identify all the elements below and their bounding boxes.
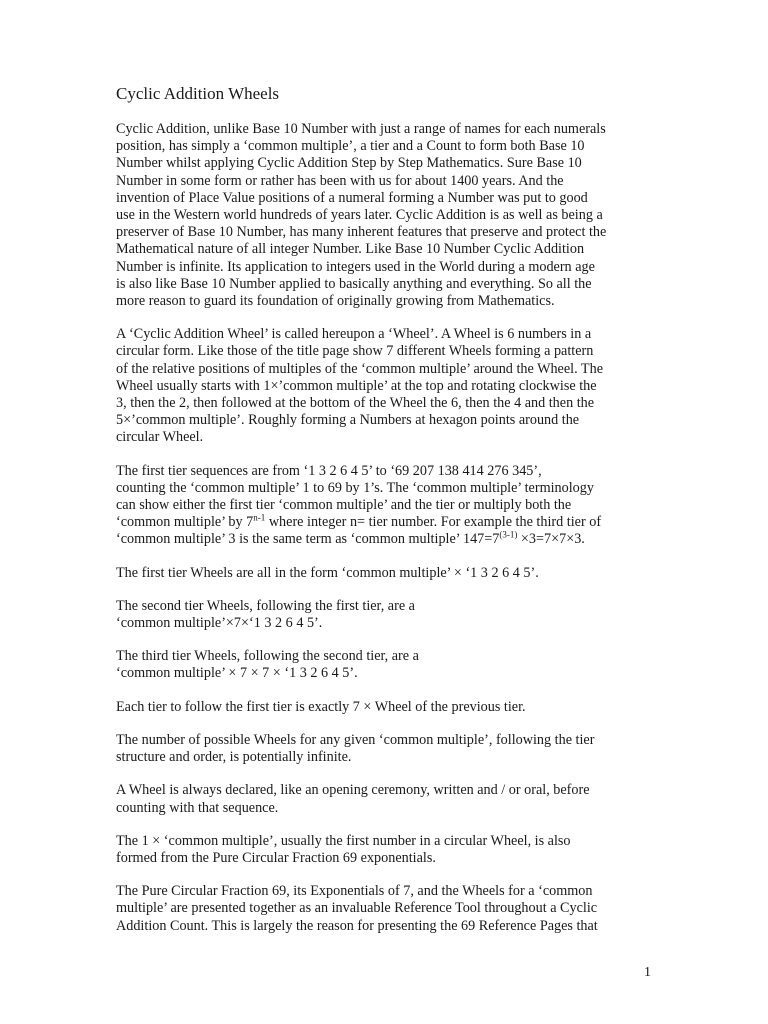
page-number: 1: [644, 965, 651, 980]
text-line: The second tier Wheels, following the first tier, are a: [116, 597, 415, 614]
page-title: Cyclic Addition Wheels: [116, 84, 280, 103]
text-line: The first tier sequences are from ‘1 3 2 6 4 5’ to ‘69 207 138 414 276 345’,: [116, 462, 542, 479]
paragraph-reference-tool: [116, 883, 656, 935]
text-line: The number of possible Wheels for any given ‘common multiple’, following the tier: [116, 731, 595, 748]
paragraph-wheel-declared: [116, 782, 656, 816]
text-line: 5×’common multiple’. Roughly forming a Numbers at hexagon points around the: [116, 412, 580, 429]
text-line: 3, then the 2, then followed at the bottom of the Wheel the 6, then the 4 and then the: [116, 395, 595, 412]
paragraph-wheel-definition: [116, 326, 656, 446]
text-line: structure and order, is potentially infinite.: [116, 749, 352, 766]
paragraph-first-tier-sequences: [116, 463, 656, 549]
text-line: multiple’ are presented together as an invaluable Reference Tool throughout a Cyclic: [116, 900, 598, 917]
text-line: The Pure Circular Fraction 69, its Exponentials of 7, and the Wheels for a ‘common: [116, 883, 593, 900]
text-line-with-exponent: [116, 514, 656, 531]
text-line: Addition Count. This is largely the reason for presenting the 69 Reference Pages that: [116, 917, 598, 934]
paragraph-possible-wheels: [116, 732, 656, 766]
text-line: position, has simply a ‘common multiple’, a tier and a Count to form both Base 10: [116, 138, 585, 155]
text-line: use in the Western world hundreds of years later. Cyclic Addition is as well as being a: [116, 207, 603, 224]
text-line: Number whilst applying Cyclic Addition Step by Step Mathematics. Sure Base 10: [116, 155, 582, 172]
text-line: A Wheel is always declared, like an opening ceremony, written and / or oral, before: [116, 782, 590, 799]
text-line: more reason to guard its foundation of originally growing from Mathematics.: [116, 293, 555, 310]
paragraph-common-multiple: [116, 833, 656, 867]
text-line: counting with that sequence.: [116, 799, 279, 816]
text-line: of the relative positions of multiples of the ‘common multiple’ around the Wheel. The: [116, 360, 603, 377]
text-line: Mathematical nature of all integer Number. Like Base 10 Number Cyclic Addition: [116, 241, 585, 258]
text-line: Number is infinite. Its application to integers used in the World during a modern age: [116, 258, 595, 275]
text-line: preserver of Base 10 Number, has many inherent features that preserve and protect the: [116, 224, 607, 241]
text-line: circular Wheel.: [116, 429, 204, 446]
paragraph-tier-rule: [116, 699, 656, 716]
text-line: Each tier to follow the first tier is exactly 7 × Wheel of the previous tier.: [116, 698, 526, 715]
text-segment: where integer n= tier number. For example the third tier of: [265, 514, 602, 531]
paragraph-first-tier-form: [116, 565, 656, 582]
text-line: A ‘Cyclic Addition Wheel’ is called hereupon a ‘Wheel’. A Wheel is 6 numbers in a: [116, 326, 592, 343]
text-line: invention of Place Value positions of a numeral forming a Number was put to good: [116, 189, 588, 206]
text-line: formed from the Pure Circular Fraction 69 exponentials.: [116, 849, 436, 866]
text-line: Number in some form or rather has been with us for about 1400 years. And the: [116, 172, 564, 189]
paragraph-third-tier: [116, 648, 656, 682]
text-segment: ‘common multiple’ 3 is the same term as ‘common multiple’ 147=7: [116, 531, 500, 548]
text-line: is also like Base 10 Number applied to basically anything and everything. So all the: [116, 275, 592, 292]
text-line: The 1 × ‘common multiple’, usually the first number in a circular Wheel, is also: [116, 832, 571, 849]
text-line: ‘common multiple’×7×‘1 3 2 6 4 5’.: [116, 615, 323, 632]
exponent: n-1: [253, 512, 266, 523]
text-line: The third tier Wheels, following the second tier, are a: [116, 648, 419, 665]
text-line: can show either the first tier ‘common multiple’ and the tier or multiply both the: [116, 497, 572, 514]
text-line-with-exponent: [116, 531, 656, 548]
text-segment: ×3=7×7×3.: [517, 531, 585, 548]
text-line: ‘common multiple’ × 7 × 7 × ‘1 3 2 6 4 5’.: [116, 665, 358, 682]
text-line: Wheel usually starts with 1×’common multiple’ at the top and rotating clockwise the: [116, 377, 597, 394]
exponent: (3-1): [499, 529, 518, 540]
text-line: Cyclic Addition, unlike Base 10 Number with just a range of names for each numerals: [116, 121, 606, 137]
text-line: The first tier Wheels are all in the form ‘common multiple’ × ‘1 3 2 6 4 5’.: [116, 564, 539, 581]
text-line: circular form. Like those of the title page show 7 different Wheels forming a pattern: [116, 343, 594, 360]
page-content: [116, 84, 656, 951]
paragraph-second-tier: [116, 598, 656, 632]
paragraph-intro: [116, 121, 656, 310]
text-line: counting the ‘common multiple’ 1 to 69 by 1’s. The ‘common multiple’ terminology: [116, 479, 594, 496]
text-segment: ‘common multiple’ by 7: [116, 514, 254, 531]
